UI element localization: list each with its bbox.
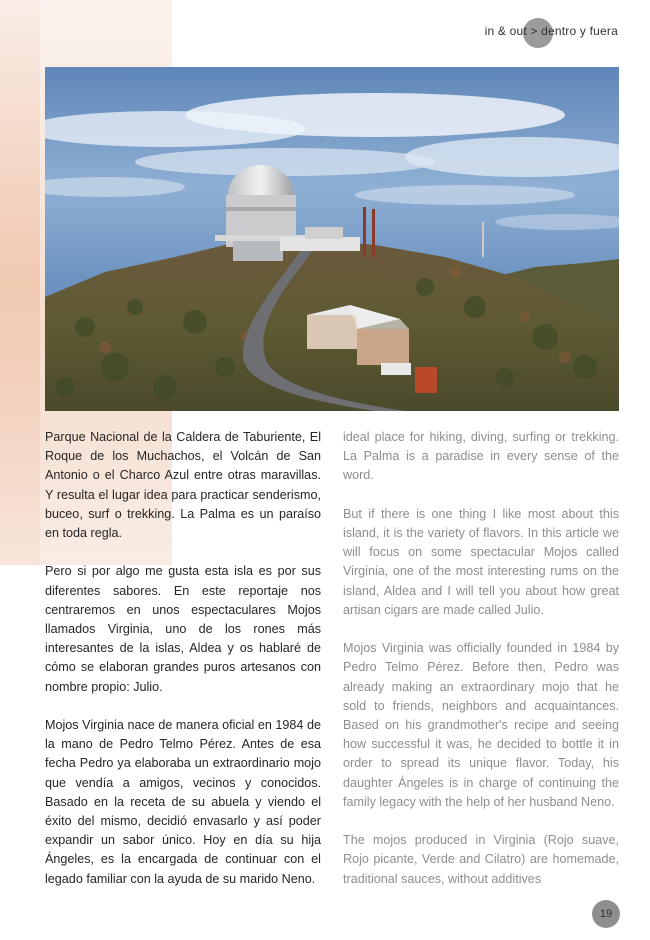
spanish-paragraph-2: Pero si por algo me gusta esta isla es por sus diferentes sabores. En este reportaje nos centraremos en unos espectaculares Mojos llamados Virginia, uno de los rones más interesantes de la islas, Aldea y os hablaré de cómo se elaboran grandes puros artesanos con nombre propio: Julio. <box>45 564 321 694</box>
background-fade-strip <box>0 0 40 565</box>
page-number <box>592 900 620 928</box>
english-paragraph-4: The mojos produced in Virginia (Rojo suave, Rojo picante, Verde and Cilatro) are homemade, traditional sauces, without additives <box>343 833 619 886</box>
page-number-label: 19 <box>599 908 613 920</box>
english-paragraph-3: Mojos Virginia was officially founded in 1984 by Pedro Telmo Pérez. Before then, Pedro was already making an extraordinary mojo that he sold to friends, neighbors and acquaintances. Based on his grandmother's recipe and seeing how successful it was, he decided to bottle it in order to spread its unique flavor. Today, his daughter Ángeles is in charge of continuing the family legacy with the help of her husband Neno. <box>343 641 619 809</box>
spanish-text-column <box>45 428 321 908</box>
english-paragraph-2: But if there is one thing I like most about this island, it is the variety of flavors. In this article we will focus on some spectacular Mojos called Virginia, one of the most interesting rums on the island, Aldea and I will tell you about how great artisan cigars are made called Julio. <box>343 506 619 617</box>
spanish-paragraph-3: Mojos Virginia nace de manera oficial en 1984 de la mano de Pedro Telmo Pérez. Antes de esa fecha Pedro ya elaboraba un extraordinario mojo que vendía a amigos, vecinos y conocidos. Basado en la receta de su abuela y viendo el éxito del mismo, decidió envasarlo y así poder expandir un sabor único. Hoy en día su hija Ángeles, es la encargada de continuar con el legado familiar con la ayuda de su marido Neno. <box>45 718 321 886</box>
section-label: in & out > dentro y fuera <box>484 24 618 38</box>
spanish-paragraph-1: Parque Nacional de la Caldera de Taburiente, El Roque de los Muchachos, el Volcán de San Antonio o el Charco Azul entre otras maravillas. Y resulta el lugar idea para practicar senderismo, buceo, surf o trekking. La Palma es un paraíso en toda regla. <box>45 430 321 541</box>
section-header <box>485 24 618 38</box>
observatory-photo <box>45 67 619 411</box>
english-paragraph-1: ideal place for hiking, diving, surfing or trekking. La Palma is a paradise in every sense of the word. <box>343 430 619 483</box>
english-text-column <box>343 428 619 889</box>
